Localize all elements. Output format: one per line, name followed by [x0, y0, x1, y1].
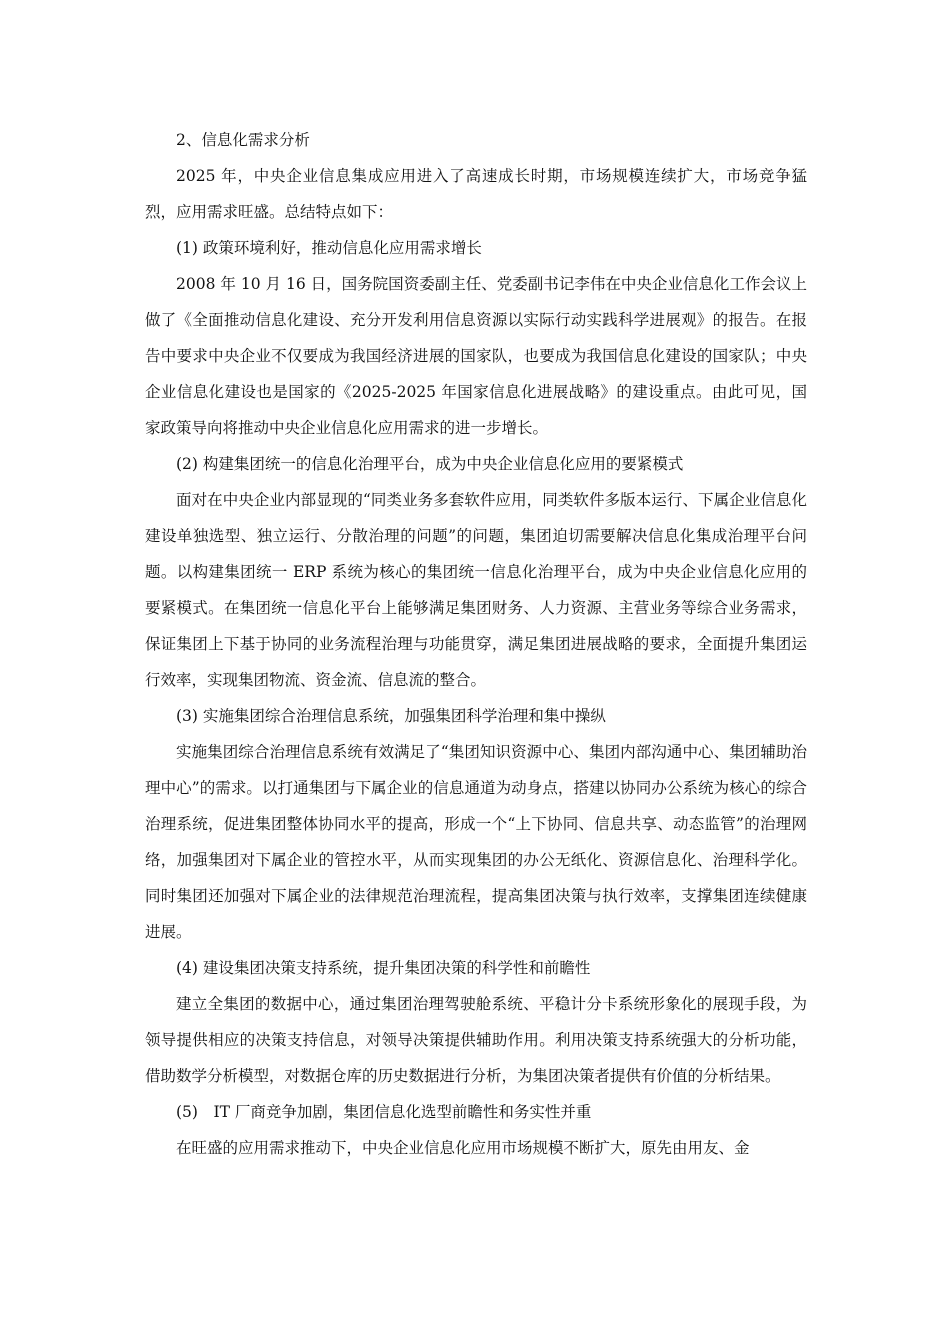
item-2-heading: (2) 构建集团统一的信息化治理平台，成为中央企业信息化应用的要紧模式: [176, 455, 684, 473]
intro-paragraph: 2025 年，中央企业信息集成应用进入了高速成长时期，市场规模连续扩大，市场竞争猛烈，应用需求旺盛。总结特点如下：: [145, 167, 807, 221]
item-4-body: 建立全集团的数据中心，通过集团治理驾驶舱系统、平稳计分卡系统形象化的展现手段，为领导提供相应的决策支持信息，对领导决策提供辅助作用。利用决策支持系统强大的分析功能，借助数学分析模型，对数据仓库的历史数据进行分析，为集团决策者提供有价值的分析结果。: [145, 995, 807, 1085]
item-4-heading: (4) 建设集团决策支持系统，提升集团决策的科学性和前瞻性: [176, 959, 591, 977]
item-2-body: 面对在中央企业内部显现的“同类业务多套软件应用，同类软件多版本运行、下属企业信息化建设单独选型、独立运行、分散治理的问题”的问题，集团迫切需要解决信息化集成治理平台问题。以构建集团统一 ERP 系统为核心的集团统一信息化治理平台，成为中央企业信息化应用的要紧模式。在集团统一信息化平台上能够满足集团财务、人力资源、主营业务等综合业务需求，保证集团上下基于协同的业务流程治理与功能贯穿，满足集团进展战略的要求，全面提升集团运行效率，实现集团物流、资金流、信息流的整合。: [145, 491, 807, 689]
item-5-body: 在旺盛的应用需求推动下，中央企业信息化应用市场规模不断扩大，原先由用友、金: [176, 1139, 750, 1157]
section-title: 2、信息化需求分析: [176, 131, 310, 149]
document-body: [145, 122, 807, 1166]
item-1-body: 2008 年 10 月 16 日，国务院国资委副主任、党委副书记李伟在中央企业信息化工作会议上做了《全面推动信息化建设、充分开发利用信息资源以实际行动实践科学进展观》的报告。在报告中要求中央企业不仅要成为我国经济进展的国家队，也要成为我国信息化建设的国家队；中央企业信息化建设也是国家的《2025-2025 年国家信息化进展战略》的建设重点。由此可见，国家政策导向将推动中央企业信息化应用需求的进一步增长。: [145, 275, 807, 437]
item-3-body: 实施集团综合治理信息系统有效满足了“集团知识资源中心、集团内部沟通中心、集团辅助治理中心”的需求。以打通集团与下属企业的信息通道为动身点，搭建以协同办公系统为核心的综合治理系统，促进集团整体协同水平的提高，形成一个“上下协同、信息共享、动态监管”的治理网络，加强集团对下属企业的管控水平，从而实现集团的办公无纸化、资源信息化、治理科学化。同时集团还加强对下属企业的法律规范治理流程，提高集团决策与执行效率，支撑集团连续健康进展。: [145, 743, 807, 941]
item-1-heading: (1) 政策环境利好，推动信息化应用需求增长: [176, 239, 482, 257]
item-5-heading: (5) IT 厂商竞争加剧，集团信息化选型前瞻性和务实性并重: [176, 1103, 592, 1121]
item-3-heading: (3) 实施集团综合治理信息系统，加强集团科学治理和集中操纵: [176, 707, 606, 725]
